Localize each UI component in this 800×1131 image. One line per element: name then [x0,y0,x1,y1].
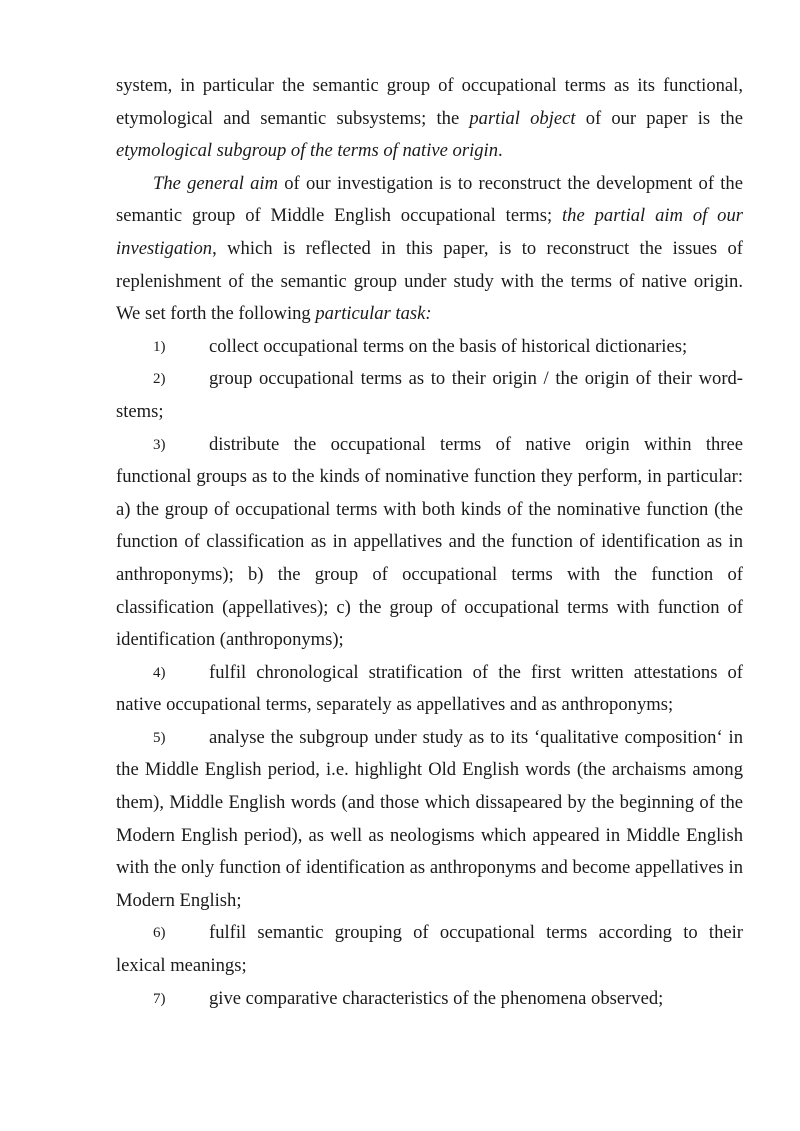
italic-term: particular task: [315,303,432,325]
body-text [116,70,743,1015]
text-run: system, in particular the semantic group of occupational terms as its functional, etymological and semantic subsystems; the [116,75,743,129]
list-item-text: fulfil semantic grouping of occupational terms according to their lexical meanings; [116,922,743,977]
list-item-text: give comparative characteristics of the phenomena observed; [209,987,664,1009]
list-number: 3) [153,436,166,453]
list-item [116,363,743,428]
list-item-text: analyse the subgroup under study as to its ‘qualitative composition‘ in the Middle English period, i.e. highlight Old English words (the archaisms among them), Middle English words (and those which dissapeared by the beginning of the Modern English period), as well as neologisms which appeared in Middle English with the only function of identification as anthroponyms and become appellatives in Modern English; [116,726,743,911]
text-run: , which is reflected in this paper, is to reconstruct the issues of replenishment of the semantic group under study with the terms of native origin. We set forth the following [116,237,743,325]
italic-term: partial object [469,107,576,129]
list-item [116,657,743,722]
list-item-text: fulfil chronological stratification of the first written attestations of native occupational terms, separately as appellatives and as anthroponyms; [116,661,743,716]
text-run: of our paper is the [575,107,743,129]
list-item [116,429,743,657]
italic-term: the partial aim of our investigation [116,205,743,259]
list-item-text: collect occupational terms on the basis of historical dictionaries; [209,335,688,357]
list-item [116,917,743,982]
list-item-text: distribute the occupational terms of native origin within three functional groups as to the kinds of nominative function they perform, in particular: a) the group of occupational terms with both kinds of the nominative function (the function of classification as in appellatives and the function of identification as in anthroponyms); b) the group of occupational terms with the function of classification (appellatives); c) the group of occupational terms with function of identification (anthroponyms); [116,433,743,651]
text-run: of our investigation is to reconstruct the development of the semantic group of Middle English occupational terms; [116,172,743,227]
list-number: 6) [153,925,166,942]
paragraph-object [116,70,743,168]
list-item [116,331,743,364]
list-number: 2) [153,371,166,388]
list-number: 7) [153,990,166,1007]
text-run: . [498,140,503,162]
italic-term: etymological subgroup of the terms of native origin [116,140,498,162]
italic-term: The general aim [153,172,279,194]
list-number: 4) [153,664,166,681]
list-item [116,983,743,1016]
list-number: 1) [153,338,166,355]
paragraph-aim [116,168,743,331]
list-number: 5) [153,729,166,746]
list-item-text: group occupational terms as to their origin / the origin of their word-stems; [116,368,743,422]
list-item [116,722,743,918]
